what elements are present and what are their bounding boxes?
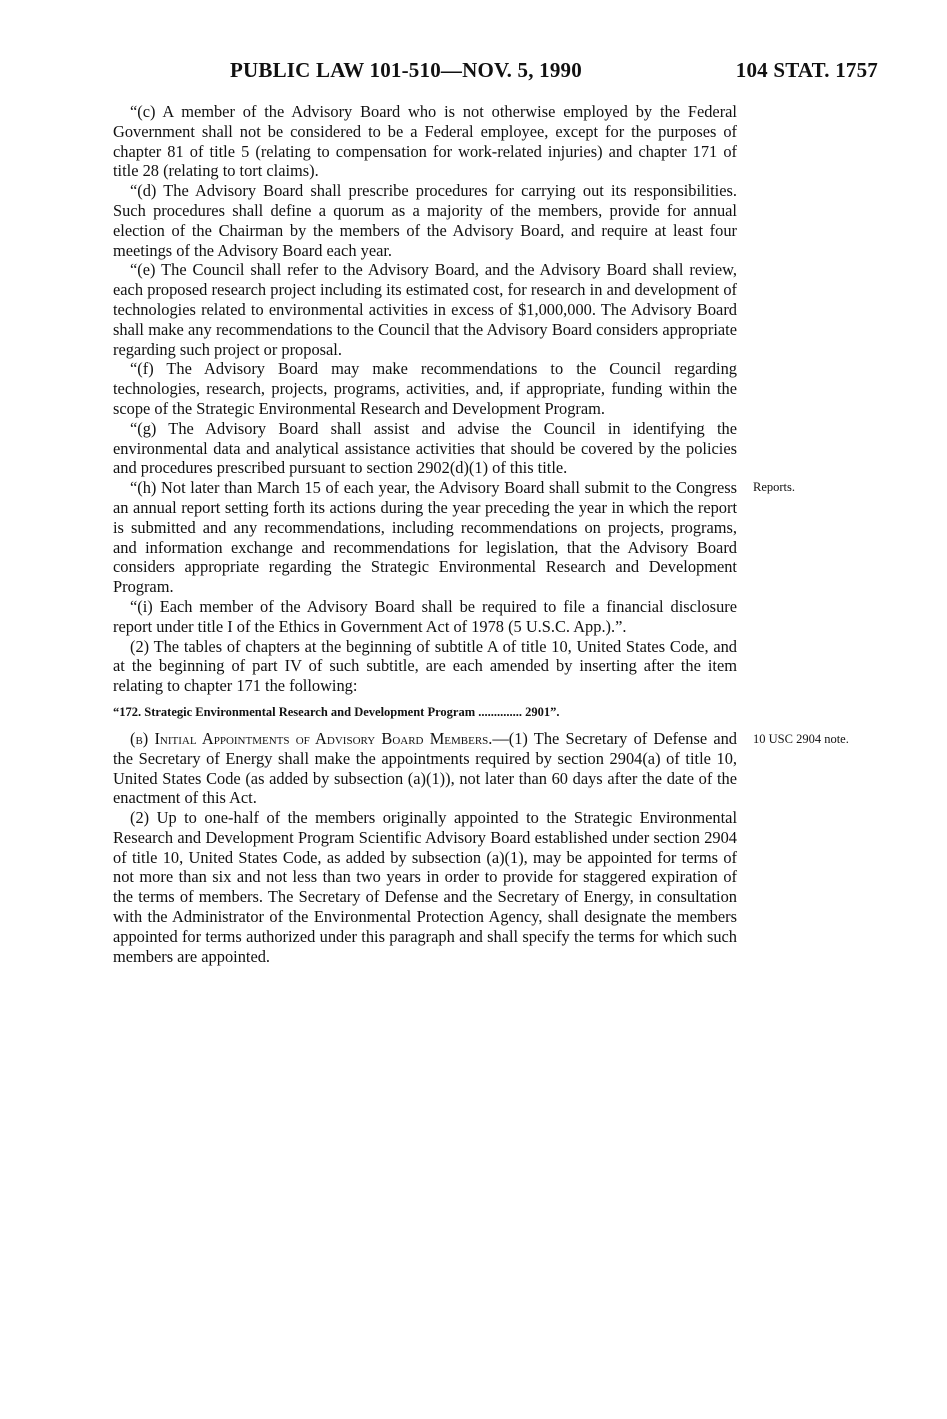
subsection-b-heading: (b) Initial Appointments of Advisory Board Members. <box>130 728 493 748</box>
subsection-b-2: (2) Up to one-half of the members originally appointed to the Strategic Environmental Research and Development Program Scientific Advisory Board established under section 2904 of title 10, United States Code, as added by subsection (a)(1), may be appointed for terms of not more than six and not less than two years in order to provide for staggered expiration of the terms of members. The Secretary of Defense and the Secretary of Energy, in consultation with the Administrator of the Environmental Protection Agency, shall designate the members appointed for terms authorized under this paragraph and shall specify the terms for which such members are appointed. <box>113 808 737 966</box>
subsection-b-text: —(1) The Secretary of Defense and the Secretary of Energy shall make the appointments required by section 2904(a) of title 10, United States Code (as added by subsection (a)(1)), not later than 60 days after the date of the enactment of this Act. <box>113 728 738 808</box>
margin-note-usc: 10 USC 2904 note. <box>753 731 849 746</box>
paragraph-d: “(d) The Advisory Board shall prescribe procedures for carrying out its responsibilities. Such procedures shall define a quorum as a majority of the members, provide for annual election of the Chairman by the members of the Advisory Board, and require at least four meetings of the Advisory Board each year. <box>113 181 737 260</box>
running-header <box>230 58 878 86</box>
paragraph-e: “(e) The Council shall refer to the Advisory Board, and the Advisory Board shall review, each proposed research project including its estimated cost, for research in and development of technologies related to environmental activities in excess of $1,000,000. The Advisory Board shall make any recommendations to the Council that the Advisory Board considers appropriate regarding such project or proposal. <box>113 260 737 359</box>
paragraph-i: “(i) Each member of the Advisory Board shall be required to file a financial disclosure report under title I of the Ethics in Government Act of 1978 (5 U.S.C. App.).”. <box>113 596 737 636</box>
table-of-chapters-entry: “172. Strategic Environmental Research and Development Program .............. 2901”. <box>113 704 560 719</box>
subsection-b-block <box>113 728 849 808</box>
subsection-b <box>113 729 737 808</box>
header-stat-page: 104 STAT. 1757 <box>735 58 878 82</box>
paragraph-h-block <box>113 478 796 597</box>
paragraph-c: “(c) A member of the Advisory Board who is not otherwise employed by the Federal Government shall not be considered to be a Federal employee, except for the purposes of chapter 81 of title 5 (relating to compensation for work-related injuries) and chapter 171 of title 28 (relating to tort claims). <box>113 102 737 181</box>
paragraph-g: “(g) The Advisory Board shall assist and advise the Council in identifying the environmental data and analytical assistance activities that should be covered by the policies and procedures prescribed pursuant to section 2902(d)(1) of this title. <box>113 418 737 478</box>
paragraph-h: “(h) Not later than March 15 of each year, the Advisory Board shall submit to the Congress an annual report setting forth its actions during the year preceding the year in which the report is submitted and any recommendations, including recommendations on projects, programs, and information exchange and recommendations for legislation, that the Advisory Board considers appropriate regarding the Strategic Environmental Research and Development Program. <box>113 478 737 597</box>
body-text <box>113 102 849 966</box>
header-public-law: PUBLIC LAW 101-510—NOV. 5, 1990 <box>230 58 582 82</box>
paragraph-f: “(f) The Advisory Board may make recommendations to the Council regarding technologies, research, projects, programs, activities, and, if appropriate, funding within the scope of the Strategic Environmental Research and Development Program. <box>113 359 737 418</box>
paragraph-2: (2) The tables of chapters at the beginning of subtitle A of title 10, United States Code, and at the beginning of part IV of such subtitle, are each amended by inserting after the item relating to chapter 171 the following: <box>113 636 737 696</box>
margin-note-reports: Reports. <box>753 480 796 495</box>
